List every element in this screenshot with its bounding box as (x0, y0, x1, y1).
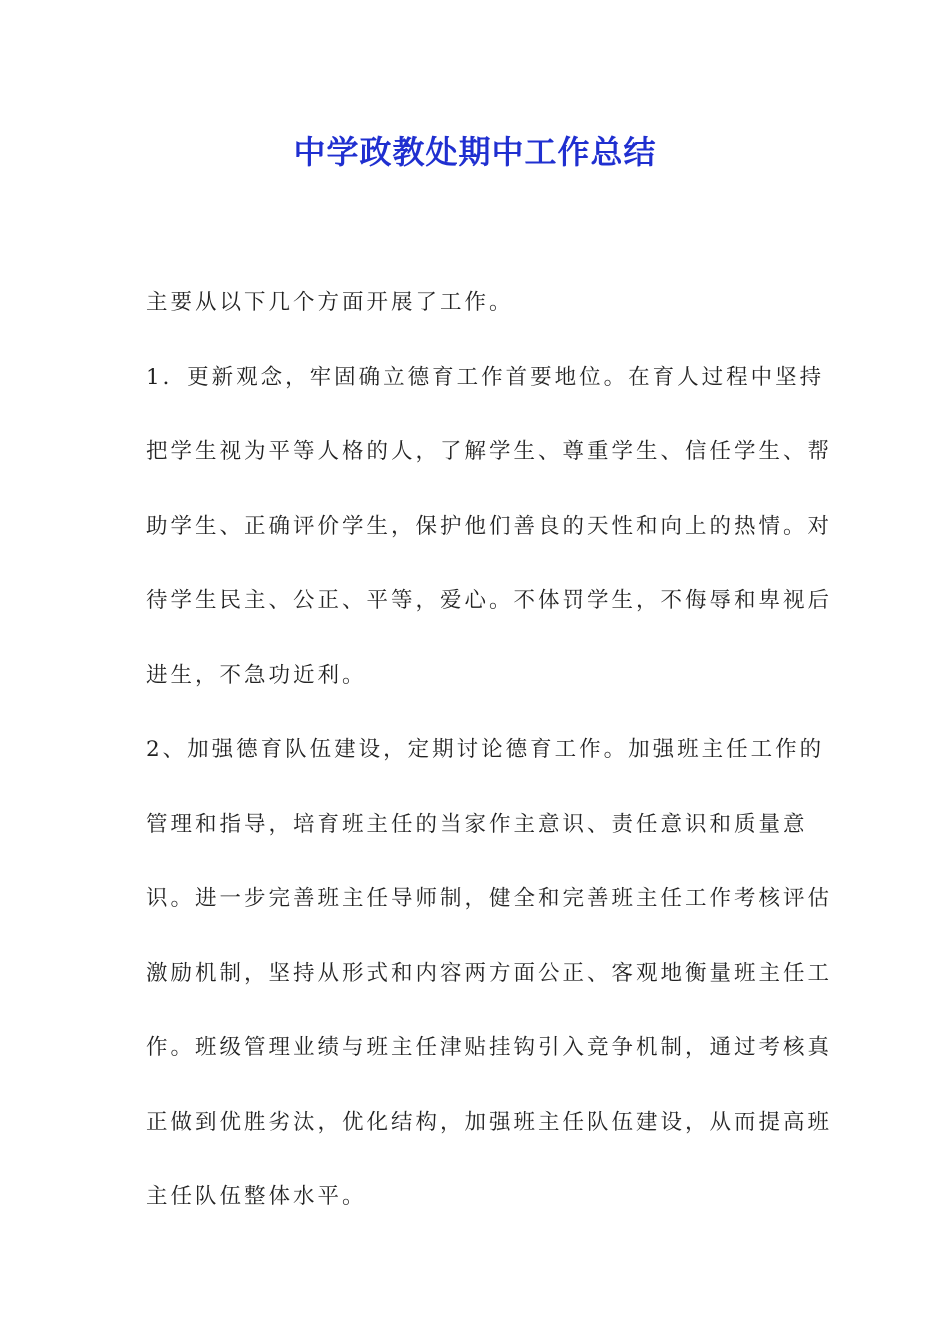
paragraph-1: 1．更新观念，牢固确立德育工作首要地位。在育人过程中坚持把学生视为平等人格的人，了解学生、尊重学生、信任学生、帮助学生、正确评价学生，保护他们善良的天性和向上的热情。对待学生民主、公正、平等，爱心。不体罚学生，不侮辱和卑视后进生，不急功近利。 (146, 364, 833, 688)
document-body (146, 266, 836, 1235)
paragraph-intro: 主要从以下几个方面开展了工作。 (146, 290, 514, 315)
paragraph-2: 2、加强德育队伍建设，定期讨论德育工作。加强班主任工作的管理和指导，培育班主任的当家作主意识、责任意识和质量意识。进一步完善班主任导师制，健全和完善班主任工作考核评估激励机制，坚持从形式和内容两方面公正、客观地衡量班主任工作。班级管理业绩与班主任津贴挂钩引入竞争机制，通过考核真正做到优胜劣汰，优化结构，加强班主任队伍建设，从而提高班主任队伍整体水平。 (146, 737, 833, 1209)
document-title: 中学政教处期中工作总结 (293, 133, 657, 171)
